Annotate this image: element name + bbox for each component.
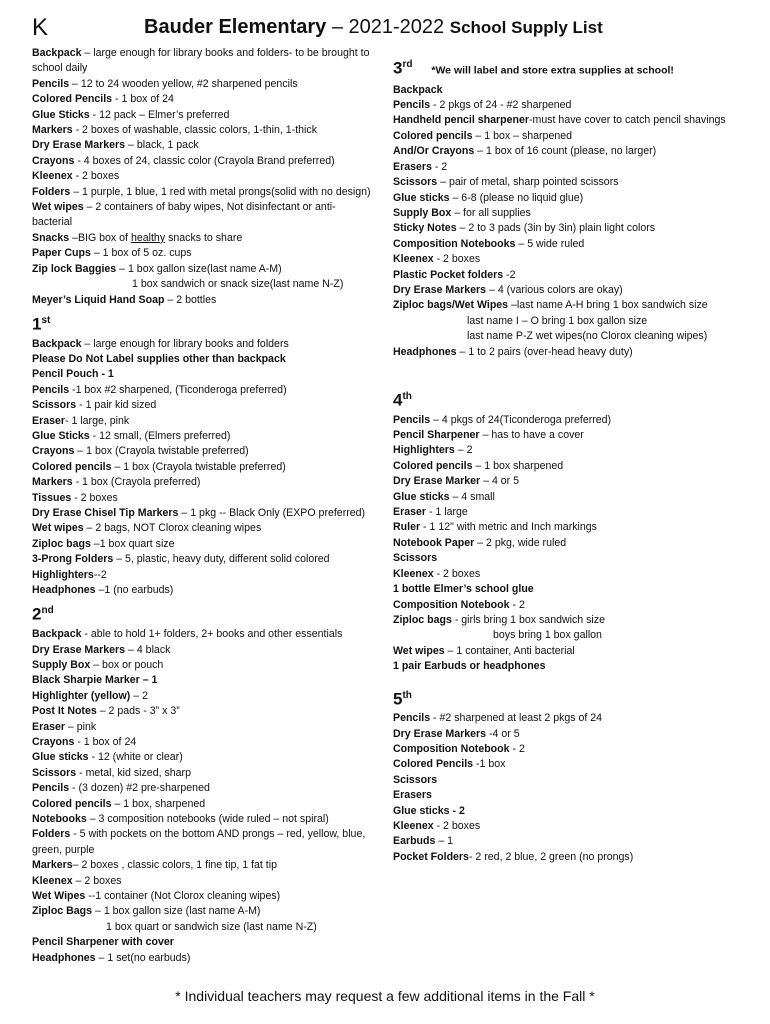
item-name: Erasers [393,789,432,802]
list-item [32,293,374,308]
item-detail: –1 box quart size [90,537,175,550]
list-item [393,113,743,128]
item-name: Backpack [32,337,82,350]
item-name: Pencils [393,712,431,725]
item-detail: –BIG box of [69,231,131,244]
list-item [393,711,743,726]
item-detail: -2 [503,268,516,281]
item-detail: - (3 dozen) #2 pre-sharpened [69,782,210,795]
list-item [393,345,743,360]
item-detail: - 1 pair kid sized [76,399,157,412]
list-item [393,644,743,659]
item-name: Colored pencils [32,797,112,810]
item-name: Notebooks [32,813,87,825]
list-item [393,283,743,298]
item-detail: – 4 (various colors are okay) [486,283,623,296]
list-item [32,414,374,429]
item-name: Pencils [393,413,431,426]
grade-3-heading: 3rd *We will label and store extra supplies at school! [393,58,674,78]
item-name: Scissors [393,176,438,189]
list-item [32,491,374,506]
list-item [32,46,374,77]
list-item [393,659,743,674]
grade-5-heading: 5th [393,689,412,709]
list-item [32,951,374,966]
item-detail: – pair of metal, sharp pointed scissors [437,176,619,189]
list-item [32,200,374,231]
list-item [393,536,743,551]
list-item [393,206,743,221]
item-detail: – 1 box – sharpened [472,129,573,142]
item-detail: – 2 boxes , classic colors, 1 fine tip, 1 fat tip [72,859,277,872]
item-detail: – pink [65,720,97,733]
list-item [32,429,374,444]
list-item [32,123,374,138]
item-name: Markers [32,476,73,489]
list-item [393,144,743,159]
item-detail: - 2 boxes [433,820,481,833]
item-detail: -4 or 5 [486,727,520,740]
list-item [32,781,374,796]
list-item [393,413,743,428]
grade-2-heading: 2nd [32,605,54,625]
item-name: Supply Box [32,658,91,671]
list-item [32,812,374,827]
item-detail: – black, 1 pack [125,139,199,152]
list-item [32,521,374,536]
item-name: Pencil Pouch - 1 [32,368,114,381]
item-name: Dry Erase Markers [393,283,487,296]
item-detail: - 1 box (Crayola preferred) [72,476,201,489]
item-name: Markers [32,124,73,137]
list-item [32,262,374,277]
item-detail: – 1 box (Crayola twistable preferred) [111,460,286,473]
item-detail: - 1 box of 24 [112,93,174,106]
item-name: Colored Pencils [32,93,113,106]
list-item: 1 box sandwich or snack size(last name N-Z) [132,278,344,291]
item-name: Tissues [32,491,72,504]
item-name: Pencils [32,383,70,396]
item-detail: - 2 boxes [433,253,481,266]
item-detail: – 1 purple, 1 blue, 1 red with metal prongs(solid with no design) [70,185,371,198]
list-item [393,850,743,865]
item-name: Highlighters [393,444,455,457]
list-item [32,583,374,598]
list-item [32,169,374,184]
item-name: Ziploc bags [393,613,452,626]
item-name: Glue Sticks [32,430,90,442]
kindergarten-heading: K [32,14,49,41]
item-name: Handheld pencil sharpener [393,114,529,127]
item-name: Notebook Paper [393,536,475,549]
list-item [32,673,374,688]
list-item: last name I – O bring 1 box gallon size [467,314,648,327]
item-detail: - #2 sharpened at least 2 pkgs of 24 [430,712,603,725]
item-detail: – 3 composition notebooks (wide ruled – not spiral) [86,813,329,825]
item-name: Pocket Folders [393,850,469,863]
list-item [393,175,743,190]
item-name: Wet wipes [393,644,445,657]
item-name: 1 pair Earbuds or headphones [393,660,546,673]
list-item [32,904,374,919]
item-name: Colored pencils [393,459,473,472]
item-detail: – 2 pads - 3” x 3” [96,705,180,718]
list-item [393,428,743,443]
item-name: Ziploc bags/Wet Wipes [393,299,509,312]
list-item [393,459,743,474]
grade-2-list [32,627,374,920]
list-item [393,490,743,505]
item-name: Wet wipes [32,522,84,535]
list-item: 1 box quart or sandwich size (last name N-Z) [106,920,317,933]
item-detail: – 2 bags, NOT Clorox cleaning wipes [83,522,262,535]
list-item [32,858,374,873]
item-detail: – large enough for library books and folders- to be brought to school daily [32,47,370,75]
list-item [393,237,743,252]
list-item [32,398,374,413]
item-detail: snacks to share [165,231,243,244]
item-detail: - 1 12" with metric and Inch markings [420,521,597,534]
item-detail: – 4 or 5 [480,475,520,488]
item-name: And/Or Crayons [393,145,475,158]
item-name: Kleenex [32,874,73,887]
list-item [393,788,743,803]
list-item [32,704,374,719]
list-item [32,108,374,123]
kindergarten-list-2 [32,246,374,277]
kindergarten-list [32,46,374,231]
item-detail: – 2 [454,444,473,457]
footer-note: * Individual teachers may request a few additional items in the Fall * [175,988,595,1004]
item-name: Glue sticks [393,490,450,503]
item-detail: – 1 container, Anti bacterial [444,644,575,657]
list-item [32,231,374,246]
item-detail: - 2 boxes [72,170,120,183]
list-item [32,92,374,107]
item-name: Supply Box [393,206,452,219]
grade-4-list [393,413,743,629]
list-item [393,160,743,175]
item-name: Ziploc bags [32,537,91,550]
item-detail: – 1 [435,835,454,848]
list-item [393,727,743,742]
item-detail: - 2 [509,743,525,755]
item-name: Colored pencils [393,129,473,142]
item-detail: -must have cover to catch pencil shavings [529,114,726,127]
grade-3-note: *We will label and store extra supplies at school! [431,64,674,77]
item-name: Backpack [32,47,82,59]
item-name: Eraser [32,720,65,733]
list-item [32,154,374,169]
grade-3-list [393,83,743,314]
list-item [393,773,743,788]
item-name: Headphones [32,951,96,964]
list-item [32,460,374,475]
item-name: Kleenex [393,253,434,266]
item-detail: – 6-8 (please no liquid glue) [449,191,584,204]
list-item [393,582,743,597]
item-name: Ziploc Bags [32,905,93,918]
grade-4-heading: 4th [393,390,412,410]
item-name: Scissors [32,399,77,412]
list-item: boys bring 1 box gallon [493,629,602,642]
item-detail: - 2 boxes [433,567,481,580]
item-name: Erasers [393,160,432,173]
list-item [393,268,743,283]
item-detail: – 2 pkg, wide ruled [474,536,567,549]
item-name: Wet wipes [32,201,84,214]
school-name: Bauder Elementary [144,16,327,38]
item-name: Composition Notebook [393,598,510,611]
item-detail: – 1 box gallon size (last name A-M) [92,905,261,918]
item-detail: –1 (no earbuds) [95,584,174,597]
grade-2-list-tail [32,935,374,966]
item-detail: --1 container (Not Clorox cleaning wipes) [85,890,281,903]
item-name: Glue sticks [393,191,450,204]
item-detail: -1 box [473,758,506,771]
item-name: Pencil Sharpener with cover [32,936,174,949]
item-name: Ruler [393,521,421,534]
list-item [32,874,374,889]
item-name: 1 bottle Elmer’s school glue [393,583,534,596]
item-name: Composition Notebooks [393,237,516,250]
item-detail: - 12 (white or clear) [88,751,183,764]
list-item [32,552,374,567]
item-name: Post It Notes [32,705,97,718]
list-item [32,185,374,200]
item-detail: – large enough for library books and folders [81,337,289,350]
item-name: 3-Prong Folders [32,553,114,566]
item-name: Eraser [32,414,65,427]
item-detail: - 1 large, pink [65,414,130,427]
list-item [393,98,743,113]
list-item [32,77,374,92]
item-detail: – 2 containers of baby wipes, Not disinfectant or anti-bacterial [32,201,336,229]
grade-1-list [32,337,374,599]
item-name: Folders [32,828,71,841]
item-name: Headphones [32,584,96,597]
list-item [32,568,374,583]
item-name: Highlighters [32,568,94,581]
list-item [32,506,374,521]
item-name: Glue sticks - 2 [393,804,465,817]
item-detail: --2 [93,568,107,581]
item-detail: - 2 boxes [71,491,118,504]
list-item [393,474,743,489]
item-name: Dry Erase Markers [32,139,126,152]
list-item [393,520,743,535]
item-name: Pencils [32,782,70,795]
list-item [393,505,743,520]
grade-4-list-tail [393,644,743,675]
item-name: Crayons [32,154,75,167]
item-detail: - 2 pkgs of 24 - #2 sharpened [430,99,572,112]
item-name: Dry Erase Chisel Tip Markers [32,507,179,520]
item-detail: - 1 large [426,506,468,519]
item-name: Please Do Not Label supplies other than backpack [32,352,286,365]
item-name: Dry Erase Markers [32,643,126,656]
item-detail: - able to hold 1+ folders, 2+ books and other essentials [81,628,343,641]
list-item [32,352,374,367]
item-name: Kleenex [393,567,434,580]
item-detail: – 1 box sharpened [472,459,564,472]
item-detail: -1 box #2 sharpened, (Ticonderoga preferred) [69,383,287,396]
grade-1-heading: 1st [32,314,51,334]
list-item [393,598,743,613]
item-name: Headphones [393,345,457,358]
item-name: Sticky Notes [393,222,457,235]
list-item [393,83,743,98]
item-detail: - 2 [431,160,448,173]
grade-5-list [393,711,743,865]
item-name: Colored pencils [32,460,112,473]
item-detail: – 2 to 3 pads (3in by 3in) plain light colors [456,222,656,235]
item-detail: - 2 boxes of washable, classic colors, 1-thin, 1-thick [72,124,317,137]
list-item [393,742,743,757]
item-name: Backpack [393,83,443,96]
item-detail: – 1 box gallon size(last name A-M) [116,262,282,275]
list-item [32,383,374,398]
list-item [393,443,743,458]
item-detail: – 4 black [125,643,171,656]
list-item [393,834,743,849]
list-item [393,551,743,566]
item-detail: – 2 bottles [164,293,217,306]
item-name: Scissors [393,773,438,786]
item-detail: – 1 to 2 pairs (over-head heavy duty) [456,345,633,358]
item-name: Black Sharpie Marker – 1 [32,674,158,687]
item-name: Pencils [393,99,431,112]
item-detail: - 1 box of 24 [74,735,137,748]
item-detail: - 12 pack – Elmer’s preferred [89,108,230,121]
item-name: Paper Cups [32,247,91,260]
list-item [393,819,743,834]
item-detail: – 2 boxes [72,874,122,887]
list-item [32,246,374,261]
item-name: Crayons [32,445,75,458]
list-item [32,367,374,382]
list-item [32,750,374,765]
list-item: last name P-Z wet wipes(no Clorox cleaning wipes) [467,330,708,343]
item-name: Eraser [393,506,426,519]
list-item [32,720,374,735]
item-name: Markers [32,859,73,872]
left-column [32,46,374,966]
item-name: Glue sticks [32,751,89,764]
item-name: Crayons [32,735,75,748]
item-detail: – 1 box (Crayola twistable preferred) [74,445,249,458]
list-item [32,658,374,673]
item-name: Glue Sticks [32,108,90,121]
item-name: Kleenex [32,170,73,183]
item-name: Dry Erase Marker [393,475,481,488]
item-name: Colored Pencils [393,758,474,771]
page-title [144,16,603,39]
list-item [32,627,374,642]
item-name: Earbuds [393,835,436,848]
item-detail-underlined: healthy [130,231,166,244]
item-detail: – 5 wide ruled [515,237,585,250]
list-item [393,298,743,313]
list-item [32,537,374,552]
item-detail: – 1 box of 5 oz. cups [90,247,192,260]
item-name: Pencil Sharpener [393,429,480,442]
item-name: Snacks [32,231,70,244]
list-item [393,757,743,772]
list-item [393,129,743,144]
item-detail: – for all supplies [451,206,531,219]
list-item [393,804,743,819]
item-detail: - 4 boxes of 24, classic color (Crayola Brand preferred) [74,154,335,167]
item-detail: – 4 pkgs of 24(Ticonderoga preferred) [430,413,612,426]
list-item [32,935,374,950]
item-name: Wet Wipes [32,890,86,903]
item-detail: – 1 box, sharpened [111,797,206,810]
item-name: Kleenex [393,820,434,833]
item-detail: – 1 set(no earbuds) [95,951,191,964]
item-detail: – box or pouch [90,658,164,671]
item-detail: - 12 small, (Elmers preferred) [89,430,231,442]
list-item [32,138,374,153]
list-item [32,827,374,858]
item-detail: – 1 pkg -- Black Only (EXPO preferred) [178,507,366,520]
item-name: Plastic Pocket folders [393,268,504,281]
item-name: Pencils [32,77,70,90]
item-detail: – 12 to 24 wooden yellow, #2 sharpened pencils [69,77,298,90]
list-item [32,797,374,812]
item-detail: - 5 with pockets on the bottom AND prongs – red, yellow, blue, green, purple [32,828,366,856]
list-item [393,252,743,267]
list-item [393,221,743,236]
list-item [393,567,743,582]
grade-3-list-tail [393,345,743,360]
item-name: Scissors [393,552,438,565]
list-item [32,475,374,490]
item-name: Composition Notebook [393,743,510,755]
item-name: Highlighter (yellow) [32,689,131,702]
item-detail: –last name A-H bring 1 box sandwich size [508,299,708,312]
item-name: Backpack [32,628,82,641]
list-item [32,337,374,352]
title-suffix: School Supply List [449,18,603,37]
item-detail: - metal, kid sized, sharp [76,766,191,779]
list-item [32,444,374,459]
list-item [32,689,374,704]
item-detail: - 2 red, 2 blue, 2 green (no prongs) [468,850,634,863]
list-item [32,766,374,781]
item-detail: - 2 [509,598,525,611]
list-item [32,735,374,750]
item-detail: – 4 small [449,490,495,503]
item-name: Scissors [32,766,77,779]
item-name: Dry Erase Markers [393,727,487,740]
item-name: Meyer’s Liquid Hand Soap [32,293,165,306]
item-detail: - girls bring 1 box sandwich size [451,613,605,626]
item-detail: – has to have a cover [479,429,584,442]
item-name: Zip lock Baggies [32,262,117,275]
item-detail: – 1 box of 16 count (please, no larger) [474,145,657,158]
item-detail: – 2 [130,689,148,702]
list-item [32,643,374,658]
list-item [393,191,743,206]
item-name: Folders [32,185,71,198]
list-item [32,889,374,904]
list-item [393,613,743,628]
school-year: – 2021-2022 [326,16,450,38]
right-column [393,54,743,865]
item-detail: – 5, plastic, heavy duty, different solid colored [113,553,330,566]
